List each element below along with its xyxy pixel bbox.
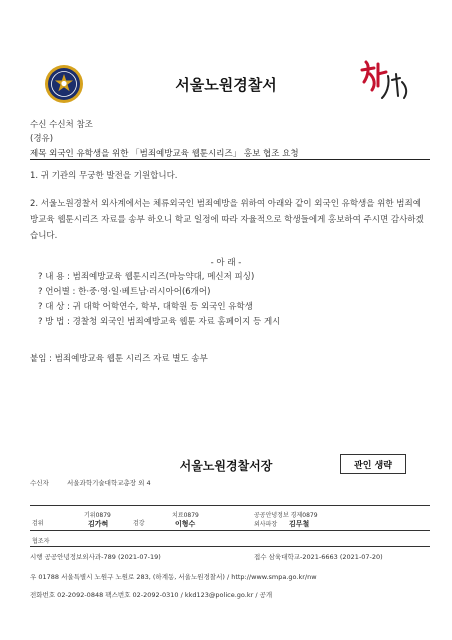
paragraph-2: 2. 서울노원경찰서 외사계에서는 체류외국인 범죄예방을 위하여 아래와 같이 외국인 유학생을 위한 범죄예방교육 웹툰시리즈 자료를 송부 하오니 학교 일정에 따라 자율적으로 학생들에게 홍보하여 주시면 감사하겠습니다. bbox=[30, 199, 424, 241]
approval-col4-position: 공공안녕정보 경제0879 bbox=[254, 512, 318, 519]
footer-doc-number: 시행 공공안녕정보외사과-789 (2021-07-19) bbox=[30, 553, 161, 561]
approval-col2-label: 검강 bbox=[133, 520, 145, 527]
notice-item-target: ? 대 상 : 귀 대학 어학연수, 학부, 대학원 등 외국인 유학생 bbox=[38, 302, 253, 312]
official-seal-stamp: 관인 생략 bbox=[340, 454, 406, 474]
paragraph-1: 1. 귀 기관의 무궁한 발전을 기원합니다. bbox=[30, 171, 178, 181]
recipients-value: 서울과학기술대학교총장 외 4 bbox=[67, 479, 151, 487]
attachment-line: 붙임 : 범죄예방교육 웹툰 시리즈 자료 별도 송부 bbox=[30, 354, 208, 364]
notice-item-method: ? 방 법 : 경찰청 외국인 범죄예방교육 웹툰 자료 홈페이지 등 게시 bbox=[38, 317, 281, 327]
cooperator-label: 협조자 bbox=[32, 538, 50, 545]
approval-col3-signature: 이형수 bbox=[175, 520, 196, 528]
slogan-calligraphy-icon bbox=[356, 56, 416, 104]
footer-contact: 전화번호 02-2092-0848 팩스번호 02-2092-0310 / kkd123@police.go.kr / 공개 bbox=[30, 591, 273, 599]
notice-item-content: ? 내 용 : 범죄예방교육 웹툰시리즈(마능약대, 메신저 피싱) bbox=[38, 272, 255, 282]
approval-col1-signature: 김가혀 bbox=[88, 520, 109, 528]
approval-col3-position: 치료0879 bbox=[172, 512, 199, 519]
approval-row-label: 검위 bbox=[32, 520, 44, 527]
recipients-line bbox=[30, 478, 151, 487]
approval-col4-sub: 외사파장 bbox=[254, 521, 278, 528]
recipients-label: 수신자 bbox=[30, 479, 49, 487]
org-title: 서울노원경찰서 bbox=[175, 76, 277, 94]
divider-lower bbox=[30, 546, 430, 547]
divider-middle bbox=[30, 530, 430, 531]
notice-item-languages: ? 언어별 : 한·중·영·일·베트남·러시아어(6개어) bbox=[38, 287, 211, 297]
recipient-line: 수신 수신처 참조 bbox=[30, 120, 93, 130]
footer-received: 접수 삼육대학교-2021-6663 (2021-07-20) bbox=[254, 553, 383, 561]
subject-line: 제목 외국인 유학생을 위한 「범죄예방교육 웹툰시리즈」 홍보 협조 요청 bbox=[30, 147, 430, 160]
divider-top bbox=[30, 505, 430, 506]
via-line: (경유) bbox=[30, 134, 54, 144]
approval-col1-position: 기위0879 bbox=[84, 512, 111, 519]
notice-heading: - 아 래 - bbox=[210, 258, 242, 268]
footer-address: 우 01788 서울특별시 노원구 노원로 283, (하계동, 서울노원경찰서) / http://www.smpa.go.kr/nw bbox=[30, 573, 317, 581]
approval-col4-signature: 김무철 bbox=[289, 520, 310, 528]
chief-title: 서울노원경찰서장 bbox=[179, 459, 273, 473]
